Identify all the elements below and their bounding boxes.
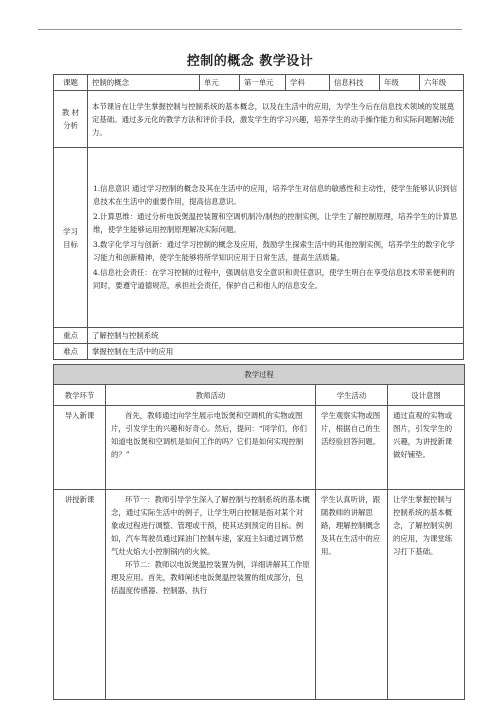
course-info-table xyxy=(53,74,464,360)
process-banner-row xyxy=(54,365,465,385)
header-teacher: 教师活动 xyxy=(106,385,316,406)
objective-item: 3.数字化学习与创新：通过学习控制的概念及应用，鼓励学生探索生活中的其他控制实例，培养学生的数字化学习能力和创新精神，使学生能够将所学知识应用于日常生活，提高生活质量。 xyxy=(93,239,455,262)
teaching-process-table xyxy=(53,364,465,700)
difficulty-row xyxy=(54,344,464,360)
analysis-row xyxy=(54,91,464,148)
objectives-row xyxy=(54,148,464,328)
course-value: 控制的概念 xyxy=(88,75,200,91)
analysis-label: 教 材 分析 xyxy=(54,91,88,148)
unit-label: 单元 xyxy=(200,75,240,91)
grade-value: 六年级 xyxy=(420,75,464,91)
analysis-text: 本节课旨在让学生掌握控制与控制系统的基本概念，以及在生活中的应用，为学生今后在信息技术领域的发展奠定基础。通过多元化的教学方法和评价手段，激发学生的学习兴趣，培养学生的动手操作能力和实际问题解决能力。 xyxy=(88,91,464,148)
course-label: 课题 xyxy=(54,75,88,91)
student-activity-cell: 学生观察实物或图片，根据自己的生活经验回答问题。 xyxy=(316,406,388,490)
header-rule xyxy=(38,29,462,30)
key-point-text: 了解控制与控制系统 xyxy=(88,328,464,344)
difficulty-label: 难点 xyxy=(54,344,88,360)
process-banner: 教学过程 xyxy=(54,365,465,385)
header-stage: 教学环节 xyxy=(54,385,106,406)
subject-label: 学科 xyxy=(286,75,330,91)
subject-value: 信息科技 xyxy=(330,75,380,91)
objectives-label: 学习 目标 xyxy=(54,148,88,328)
design-intent-cell: 通过直观的实物或图片，引发学生的兴趣，为讲授新课做好铺垫。 xyxy=(388,406,465,490)
info-row xyxy=(54,75,464,91)
key-point-label: 重点 xyxy=(54,328,88,344)
key-point-row xyxy=(54,328,464,344)
header-intent: 设计意图 xyxy=(388,385,465,406)
unit-value: 第一单元 xyxy=(240,75,286,91)
objective-item: 1.信息意识 通过学习控制的概念及其在生活中的应用，培养学生对信息的敏感性和主动性，使学生能够认识到信息技术在生活中的重要作用，提高信息意识。 xyxy=(93,183,458,206)
header-student: 学生活动 xyxy=(316,385,388,406)
process-header-row xyxy=(54,385,465,406)
difficulty-text: 掌握控制在生活中的应用 xyxy=(88,344,464,360)
document-title: 控制的概念 教学设计 xyxy=(186,54,314,69)
process-row-intro xyxy=(54,406,465,490)
stage-cell: 讲授新课 xyxy=(54,490,106,700)
objective-item: 2.计算思维：通过分析电饭煲温控装置和空调机制冷/制热的控制实例，让学生了解控制原理，培养学生的计算思维，使学生能够运用控制原理解决实际问题。 xyxy=(93,211,458,234)
process-row-lecture xyxy=(54,490,465,700)
design-intent-cell: 让学生掌握控制与控制系统的基本概念，了解控制实例的应用，为课堂练习打下基础。 xyxy=(388,490,465,700)
objectives-list xyxy=(88,148,464,328)
stage-cell: 导入新课 xyxy=(54,406,106,490)
student-activity-cell: 学生认真听讲，跟随教师的讲解思路，理解控制概念及其在生活中的应用。 xyxy=(316,490,388,700)
objective-item: 4.信息社会责任：在学习控制的过程中，强调信息安全意识和责任意识，使学生明白在享受信息技术带来便利的同时，要遵守道德规范，承担社会责任，保护自己和他人的信息安全。 xyxy=(93,267,455,290)
teacher-activity-cell: 环节一：教师引导学生深入了解控制与控制系统的基本概念，通过实际生活中的例子，让学生明白控制是指对某个对象或过程进行调整、管理或干预，使其达到预定的目标。例如，汽车驾驶员通过踩油门控制车速，家庭主妇通过调节燃气灶火焰大小控制锅内的火候。 环节二：教师以电饭煲温控装置为例，详细讲解其工作原理及应用。首先，教师阐述电饭煲温控装置的组成部分，包括温度传感器、控制器、执行 xyxy=(106,490,316,700)
teacher-activity-cell: 首先，教师通过向学生展示电饭煲和空调机的实物或图片，引发学生的兴趣和好奇心。然后，提问：“同学们，你们知道电饭煲和空调机是如何工作的吗？它们是如何实现控制的？” xyxy=(106,406,316,490)
grade-label: 年级 xyxy=(380,75,420,91)
